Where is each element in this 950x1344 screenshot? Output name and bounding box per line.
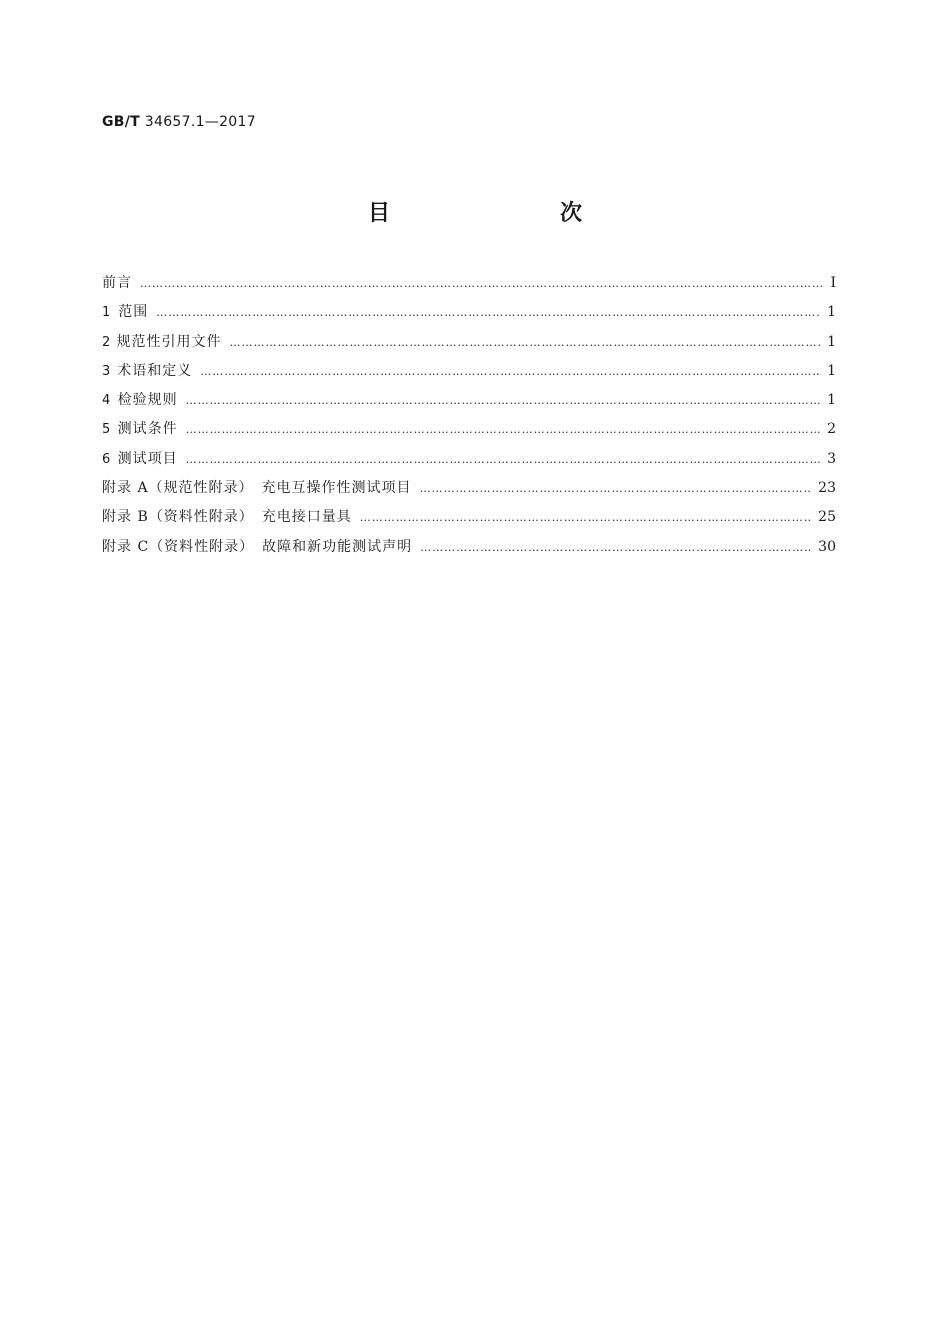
toc-entry-appendix-c[interactable] xyxy=(102,536,836,565)
toc-entry-text: 测试项目 xyxy=(117,450,178,467)
toc-leader-dots xyxy=(140,277,824,290)
toc-entry-page: Ⅰ xyxy=(830,275,836,291)
toc-entry-1[interactable] xyxy=(102,301,836,330)
toc-entry-6[interactable] xyxy=(102,448,836,477)
toc-entry-text: 测试条件 xyxy=(117,421,178,438)
toc-entry-text: 检验规则 xyxy=(117,392,178,409)
toc-entry-number: 3 xyxy=(102,363,111,379)
toc-entry-text: 前言 xyxy=(102,275,132,291)
toc-leader-dots xyxy=(186,453,822,466)
toc-entry-number: 1 xyxy=(102,305,111,321)
toc-entry-number: 6 xyxy=(102,451,111,467)
toc-entry-page: 1 xyxy=(827,304,836,321)
toc-leader-dots xyxy=(186,394,822,407)
standard-prefix: GB/T xyxy=(102,114,141,130)
toc-entry-page: 30 xyxy=(818,538,836,555)
toc-leader-dots xyxy=(156,306,821,319)
toc-entry-text: 附录 C（资料性附录） 故障和新功能测试声明 xyxy=(102,538,413,555)
toc-entry-4[interactable] xyxy=(102,389,836,418)
page-title: 目 次 xyxy=(367,201,624,226)
toc-entry-text: 术语和定义 xyxy=(117,362,193,379)
table-of-contents xyxy=(102,272,836,565)
toc-entry-3[interactable] xyxy=(102,360,836,389)
toc-entry-2[interactable] xyxy=(102,331,836,360)
toc-entry-page: 1 xyxy=(827,392,836,409)
toc-leader-dots xyxy=(360,511,812,524)
toc-entry-5[interactable] xyxy=(102,418,836,447)
toc-entry-page: 25 xyxy=(818,509,836,526)
toc-entry-text: 附录 B（资料性附录） 充电接口量具 xyxy=(102,509,352,526)
toc-entry-page: 3 xyxy=(827,450,836,467)
standard-number: 34657.1—2017 xyxy=(144,114,256,130)
toc-entry-text: 附录 A（规范性附录） 充电互操作性测试项目 xyxy=(102,480,412,497)
toc-entry-preface[interactable] xyxy=(102,272,836,301)
toc-entry-page: 23 xyxy=(818,480,836,497)
toc-entry-number: 4 xyxy=(102,393,111,409)
toc-leader-dots xyxy=(186,423,822,436)
toc-entry-number: 5 xyxy=(102,422,111,438)
toc-entry-text: 规范性引用文件 xyxy=(116,333,222,350)
toc-leader-dots xyxy=(420,541,812,554)
toc-leader-dots xyxy=(420,482,813,495)
toc-entry-page: 2 xyxy=(827,421,836,438)
toc-leader-dots xyxy=(200,365,821,378)
toc-entry-page: 1 xyxy=(827,333,836,350)
standard-code xyxy=(102,114,256,130)
toc-entry-appendix-a[interactable] xyxy=(102,477,836,506)
toc-leader-dots xyxy=(230,336,822,349)
toc-entry-page: 1 xyxy=(827,362,836,379)
toc-entry-appendix-b[interactable] xyxy=(102,506,836,535)
toc-entry-text: 范围 xyxy=(118,304,149,321)
toc-entry-number: 2 xyxy=(102,334,111,350)
